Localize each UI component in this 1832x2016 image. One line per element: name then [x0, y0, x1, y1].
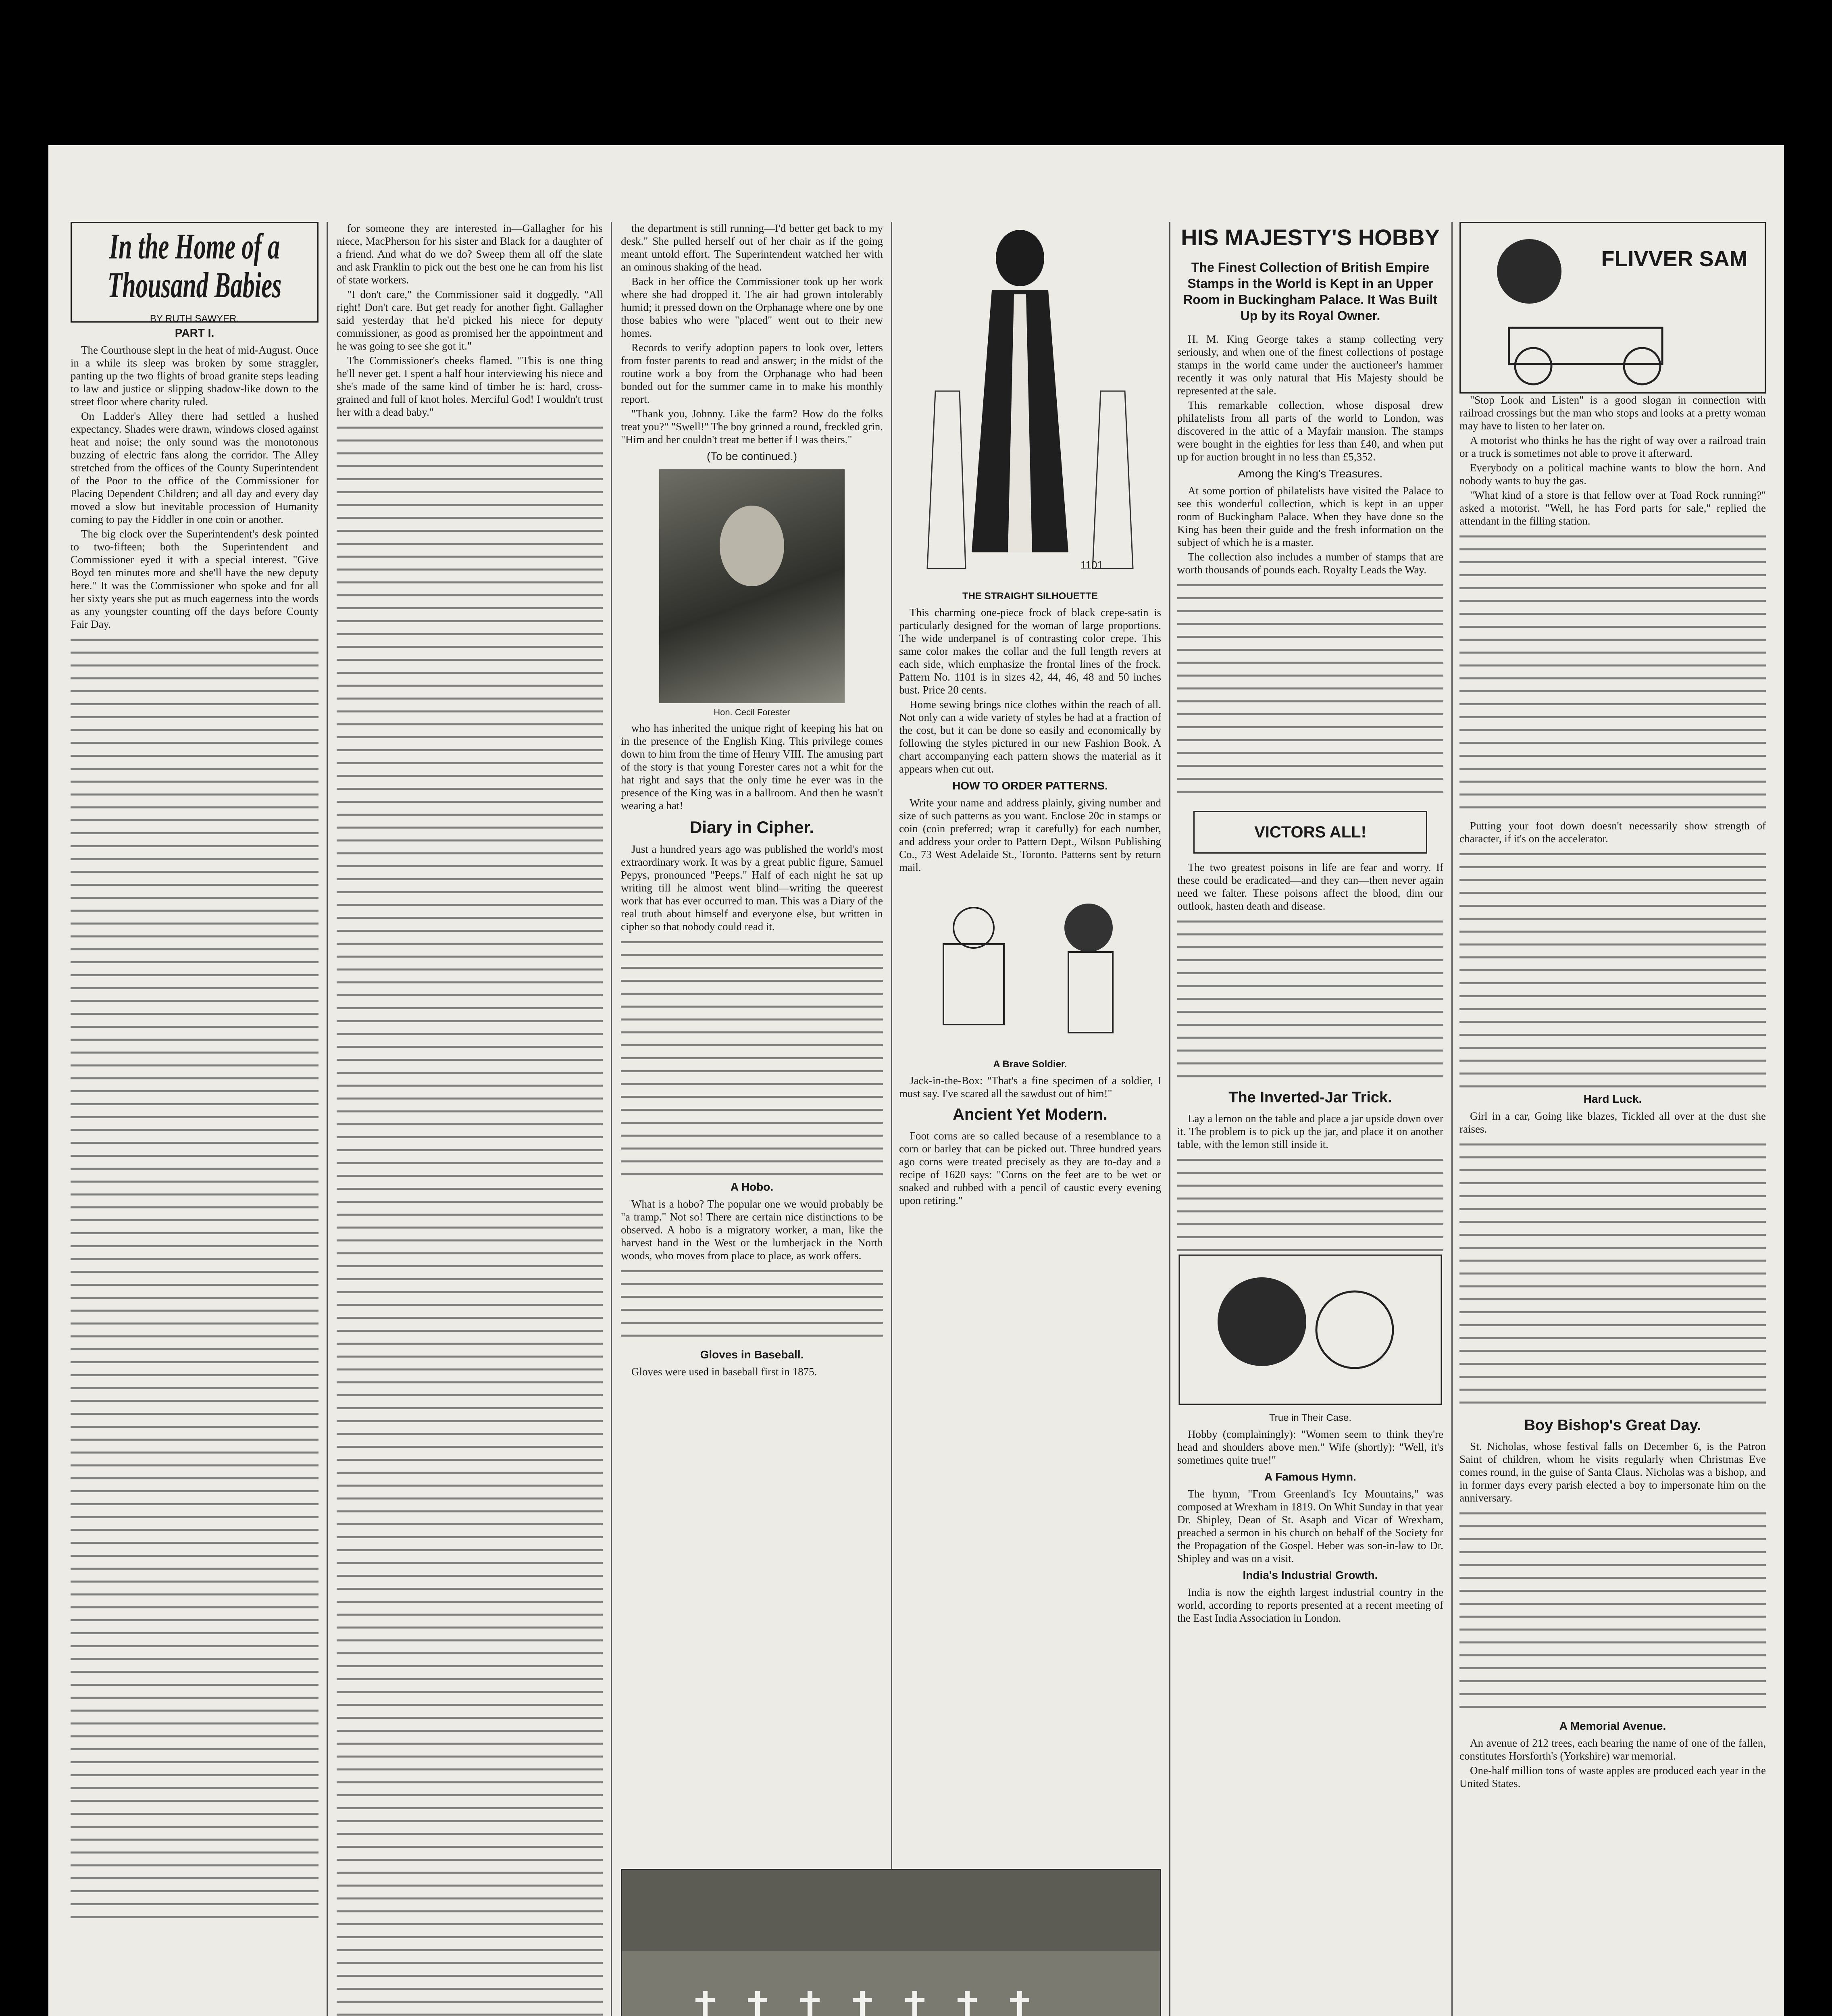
hobby-headline: HIS MAJESTY'S HOBBY — [1181, 225, 1440, 250]
apples-item: One-half million tons of waste apples are produced each year in the United States. — [1459, 1764, 1766, 1789]
motor-quip: "What kind of a store is that fellow over at Toad Rock running?" asked a motorist. "Well, he has Ford parts for sale," replied the attendant in the filling station. — [1459, 489, 1766, 527]
story-body-continued — [337, 222, 603, 419]
hobby-paragraph: At some portion of philatelists have visited the Palace to see this wonderful collection, which is kept in an upper room of Buckingham Palace. When they have done so the King has been their guide and the fresh information on the subject of which he is a master. — [1177, 485, 1443, 548]
victors-article: The two greatest poisons in life are fear and worry. If these could be eradicated—and they can—then never again need we falter. These poisons affect the blood, dim our outlook, hasten death and disease. — [1177, 861, 1443, 912]
ancient-article: Foot corns are so called because of a resemblance to a corn or barley that can be picked out. Three hundred years ago corns were treated precisely as they are to-day and a recipe of 1620 says: "Corns on the feet are to be wet or soaked and rubbed with a pencil of caustic every evening upon retiring." — [899, 1130, 1161, 1206]
victors-box — [1193, 811, 1427, 854]
story-continued-text — [337, 420, 603, 2016]
hobby-paragraph: H. M. King George takes a stamp collecting very seriously, and when one of the finest collections of postage stamps in the world came under the auctioneer's hammer recently it was only natural that His Majesty should be represented at the sale. — [1177, 333, 1443, 397]
story-title: In the Home of a Thousand Babies — [107, 226, 282, 305]
story-paragraph: The Courthouse slept in the heat of mid-August. Once in a while its sleep was broken by some straggler, panting up the two flights of broad granite steps leading to law and justice or slipping shadow-like down to the street floor where charity ruled. — [71, 344, 319, 408]
gloves-headline: Gloves in Baseball. — [700, 1348, 804, 1361]
gloves-article: Gloves were used in baseball first in 1875. — [631, 1366, 817, 1378]
story-paragraph: "Thank you, Johnny. Like the farm? How do the folks treat you?" "Swell!" The boy grinned a round, freckled grin. "Him and her couldn't treat me better if I was theirs." — [621, 408, 883, 446]
to-be-continued: (To be continued.) — [706, 450, 797, 462]
fashion-article: This charming one-piece frock of black crepe-satin is particularly designed for the woman of large proportions. The wide underpanel is of contrasting color crepe. This same color makes the collar and the full length revers at each side, which emphasize the frontal lines of the frock. Pattern No. 1101 is in sizes 42, 44, 46, 48 and 50 inches bust. Price 20 cents. — [899, 606, 1161, 696]
motor-quip: "Stop Look and Listen" is a good slogan in connection with railroad crossings but the man who stops and looks at a pretty woman may have to listen to her later on. — [1459, 394, 1766, 432]
story-byline: BY RUTH SAWYER. — [150, 313, 239, 324]
hymn-headline: A Famous Hymn. — [1264, 1470, 1356, 1483]
story-paragraph: the department is still running—I'd better get back to my desk." She pulled herself out of her chair as if the going meant untold effort. The Superintendent watched her with an ominous shaking of the head. — [621, 222, 883, 273]
jar-continued-text — [1177, 1152, 1443, 1253]
column-rule — [1451, 222, 1453, 2016]
motor-quip: Everybody on a political machine wants to blow the horn. And nobody wants to buy the gas. — [1459, 462, 1766, 487]
diary-headline: Diary in Cipher. — [689, 818, 814, 837]
story-part: PART I. — [175, 327, 214, 339]
hard-luck-headline: Hard Luck. — [1583, 1093, 1642, 1105]
column-rule — [327, 222, 328, 2016]
victors-continued-text — [1177, 914, 1443, 1083]
hobby-deck: The Finest Collection of British Empire Stamps in the World is Kept in an Upper Room in Buckingham Palace. It Was Built Up by its Royal Owner. — [1183, 260, 1438, 323]
portrait-face — [720, 506, 784, 586]
cemetery-photo-box — [621, 1869, 1161, 2016]
story-paragraph: On Ladder's Alley there had settled a hushed expectancy. Shades were drawn, windows closed against heat and noise; the only sound was the monotonous buzzing of electric fans along the corridor. The Alley stretched from the offices of the County Superintendent of the Poor to the office of the Commissioner for Placing Dependent Children; and all day and every day moved a slow but inevitable procession of Humanity coming to pay the Fiddler in one coin or another. — [71, 410, 319, 525]
jar-headline: The Inverted-Jar Trick. — [1228, 1089, 1392, 1106]
quips-continued-text — [1459, 847, 1766, 1089]
boy-bishop-continued-text — [1459, 1506, 1766, 1716]
story-title-box — [71, 222, 319, 323]
diary-continued-text — [621, 935, 883, 1177]
forester-portrait — [659, 469, 845, 703]
diary-article: Just a hundred years ago was published the world's most extraordinary work. It was by a great public figure, Samuel Pepys, pronounced "Peeps." Half of each night he sat up writing till he almost went blind—writing the queerest work that has ever occurred to man. This was a Diary of the real truth about himself and everyone else, but written in cipher so that nobody could read it. — [621, 843, 883, 933]
jar-article: Lay a lemon on the table and place a jar upside down over it. The problem is to pick up the jar, and place it on another table, with the lemon still inside it. — [1177, 1112, 1443, 1150]
column-6 — [1459, 222, 1766, 2016]
story-body — [71, 344, 319, 631]
column-4 — [899, 222, 1161, 2016]
hard-luck-verse: Girl in a car, Going like blazes, Tickled all over at the dust she raises. — [1459, 1110, 1766, 1135]
treasures-subhead: Among the King's Treasures. — [1238, 467, 1383, 480]
flivver-comic-title: FLIVVER SAM — [1601, 247, 1748, 271]
india-article: India is now the eighth largest industrial country in the world, according to reports presented at a recent meeting of the East India Association in London. — [1177, 1586, 1443, 1624]
portrait-caption: Hon. Cecil Forester — [714, 707, 790, 717]
soldier-cartoon — [899, 883, 1161, 1053]
newspaper-page — [48, 145, 1784, 2016]
couple-cartoon — [1177, 1253, 1443, 1406]
couple-text: Hobby (complainingly): "Women seem to think they're head and shoulders above men." Wife (shortly): "Well, it's sometimes quite true!" — [1177, 1428, 1443, 1466]
story-body-end — [621, 222, 883, 446]
boy-bishop-headline: Boy Bishop's Great Day. — [1524, 1417, 1701, 1434]
ancient-headline: Ancient Yet Modern. — [953, 1106, 1108, 1123]
column-rule — [1169, 222, 1170, 2016]
story-continued-text — [71, 632, 319, 1922]
quips-continued-text — [1459, 1137, 1766, 1411]
order-headline: HOW TO ORDER PATTERNS. — [952, 779, 1108, 792]
story-paragraph: The Commissioner's cheeks flamed. "This is one thing he'll never get. I spent a half hour interviewing his niece and she's made of the same kind of timber he is: hard, cross-grained and full of knot holes. Merciful God! I wouldn't trust her with a dead baby." — [337, 354, 603, 418]
story-paragraph: Records to verify adoption papers to look over, letters from foster parents to read and answer; in the midst of the routine work a boy from the Orphanage who had been bonded out for the summer came in to make his monthly report. — [621, 342, 883, 405]
fashion-label: THE STRAIGHT SILHOUETTE — [962, 591, 1098, 602]
soldier-caption: A Brave Soldier. — [993, 1059, 1067, 1070]
order-instructions: Write your name and address plainly, giving number and size of such patterns as you want. Enclose 20c in stamps or coin (coin preferred; wrap it carefully) for each number, and address your order to Pattern Dept., Wilson Publishing Co., 73 West Adelaide St., Toronto. Patterns sent by return mail. — [899, 797, 1161, 873]
quips-continued-text — [1459, 529, 1766, 819]
story-paragraph: The big clock over the Superintendent's desk pointed to two-fifteen; both the Superintendent and Commissioner eyed it with a special interest. "Give Boyd ten minutes more and she'll have the new deputy here." It was the Commissioner who spoke and for all her sixty years she put as much eagerness into the words as any youngster counting off the days before County Fair Day. — [71, 528, 319, 630]
column-1 — [71, 222, 319, 2016]
hobo-article: What is a hobo? The popular one we would probably be "a tramp." Not so! There are certain nice distinctions to be observed. A hobo is a migratory worker, a man, like the harvest hand in the West or the lumberjack in the North woods, who moves from place to place, as work offers. — [621, 1198, 883, 1262]
india-headline: India's Industrial Growth. — [1243, 1569, 1378, 1581]
column-rule — [611, 222, 612, 2016]
hobby-paragraph: This remarkable collection, whose disposal drew philatelists from all parts of the world to London, was discovered in the attic of a Mayfair mansion. The stamps were bought in the eighties for less than £40, and when put up for auction brought in no less than £5,352. — [1177, 399, 1443, 463]
cemetery-photo — [622, 1870, 1160, 2016]
fashion-illustration — [899, 222, 1161, 585]
flivver-comic — [1459, 222, 1766, 394]
hobby-paragraph: The collection also includes a number of stamps that are worth thousands of pounds each. Royalty Leads the Way. — [1177, 551, 1443, 576]
column-2 — [337, 222, 603, 2016]
hobby-continued-text — [1177, 578, 1443, 804]
column-5 — [1177, 222, 1443, 2016]
hymn-article: The hymn, "From Greenland's Icy Mountains," was composed at Wrexham in 1819. On Whit Sunday in that year Dr. Shipley, Dean of St. Asaph and Vicar of Wrexham, preached a sermon in his church on behalf of the Society for the Propagation of the Gospel. Heber was son-in-law to Dr. Shipley and was on a visit. — [1177, 1488, 1443, 1564]
couple-caption: True in Their Case. — [1269, 1412, 1352, 1423]
sewing-article: Home sewing brings nice clothes within the reach of all. Not only can a wide variety of styles be had at a fraction of the cost, but it can be done so easily and economically by following the styles pictured in our new Fashion Book. A chart accompanying each pattern shows the material as it appears when cut out. — [899, 698, 1161, 775]
column-rule — [891, 222, 892, 2016]
memorial-article: An avenue of 212 trees, each bearing the name of one of the fallen, constitutes Horsforth's (Yorkshire) war memorial. — [1459, 1737, 1766, 1762]
hobo-headline: A Hobo. — [730, 1181, 774, 1193]
story-paragraph: for someone they are interested in—Gallagher for his niece, MacPherson for his sister and Black for a daughter of a friend. And what do we do? Sweep them all off the slate and ask Franklin to pick out the best one he can from his list of state workers. — [337, 222, 603, 286]
story-paragraph: Back in her office the Commissioner took up her work where she had dropped it. The air had grown intolerably humid; it pressed down on the Orphanage where one by one those babies who were "placed" went out to their new homes. — [621, 275, 883, 339]
boy-bishop-article: St. Nicholas, whose festival falls on December 6, is the Patron Saint of children, whom he visits regularly when Christmas Eve comes round, in the guise of Santa Claus. Nicholas was a bishop, and in former days every parish elected a boy to impersonate him on the anniversary. — [1459, 1440, 1766, 1504]
motor-quip: Putting your foot down doesn't necessarily show strength of character, if it's on the accelerator. — [1459, 820, 1766, 845]
motor-quip: A motorist who thinks he has the right of way over a railroad train or a truck is sometimes not able to prove it afterward. — [1459, 434, 1766, 459]
column-3 — [621, 222, 883, 2016]
soldier-text: Jack-in-the-Box: "That's a fine specimen of a soldier, I must say. I've scared all the sawdust out of him!" — [899, 1075, 1161, 1100]
story-paragraph: "I don't care," the Commissioner said it doggedly. "All right! Don't care. But get ready for another fight. Gallagher said yesterday that he'd picked his niece for deputy commissioner, as good as promised her the appointment and he was going to see she got it." — [337, 288, 603, 352]
victors-headline: VICTORS ALL! — [1254, 823, 1366, 841]
hobo-continued-text — [621, 1264, 883, 1344]
forester-article: who has inherited the unique right of keeping his hat on in the presence of the English King. This privilege comes down to him from the time of Henry VIII. The amusing part of the story is that young Forester cares not a whit for the hat right and says that the only time he ever was in the presence of the King was in a ballroom. And then he wasn't wearing a hat! — [621, 722, 883, 812]
memorial-headline: A Memorial Avenue. — [1559, 1720, 1666, 1732]
pattern-number: 1101 — [1080, 559, 1103, 571]
